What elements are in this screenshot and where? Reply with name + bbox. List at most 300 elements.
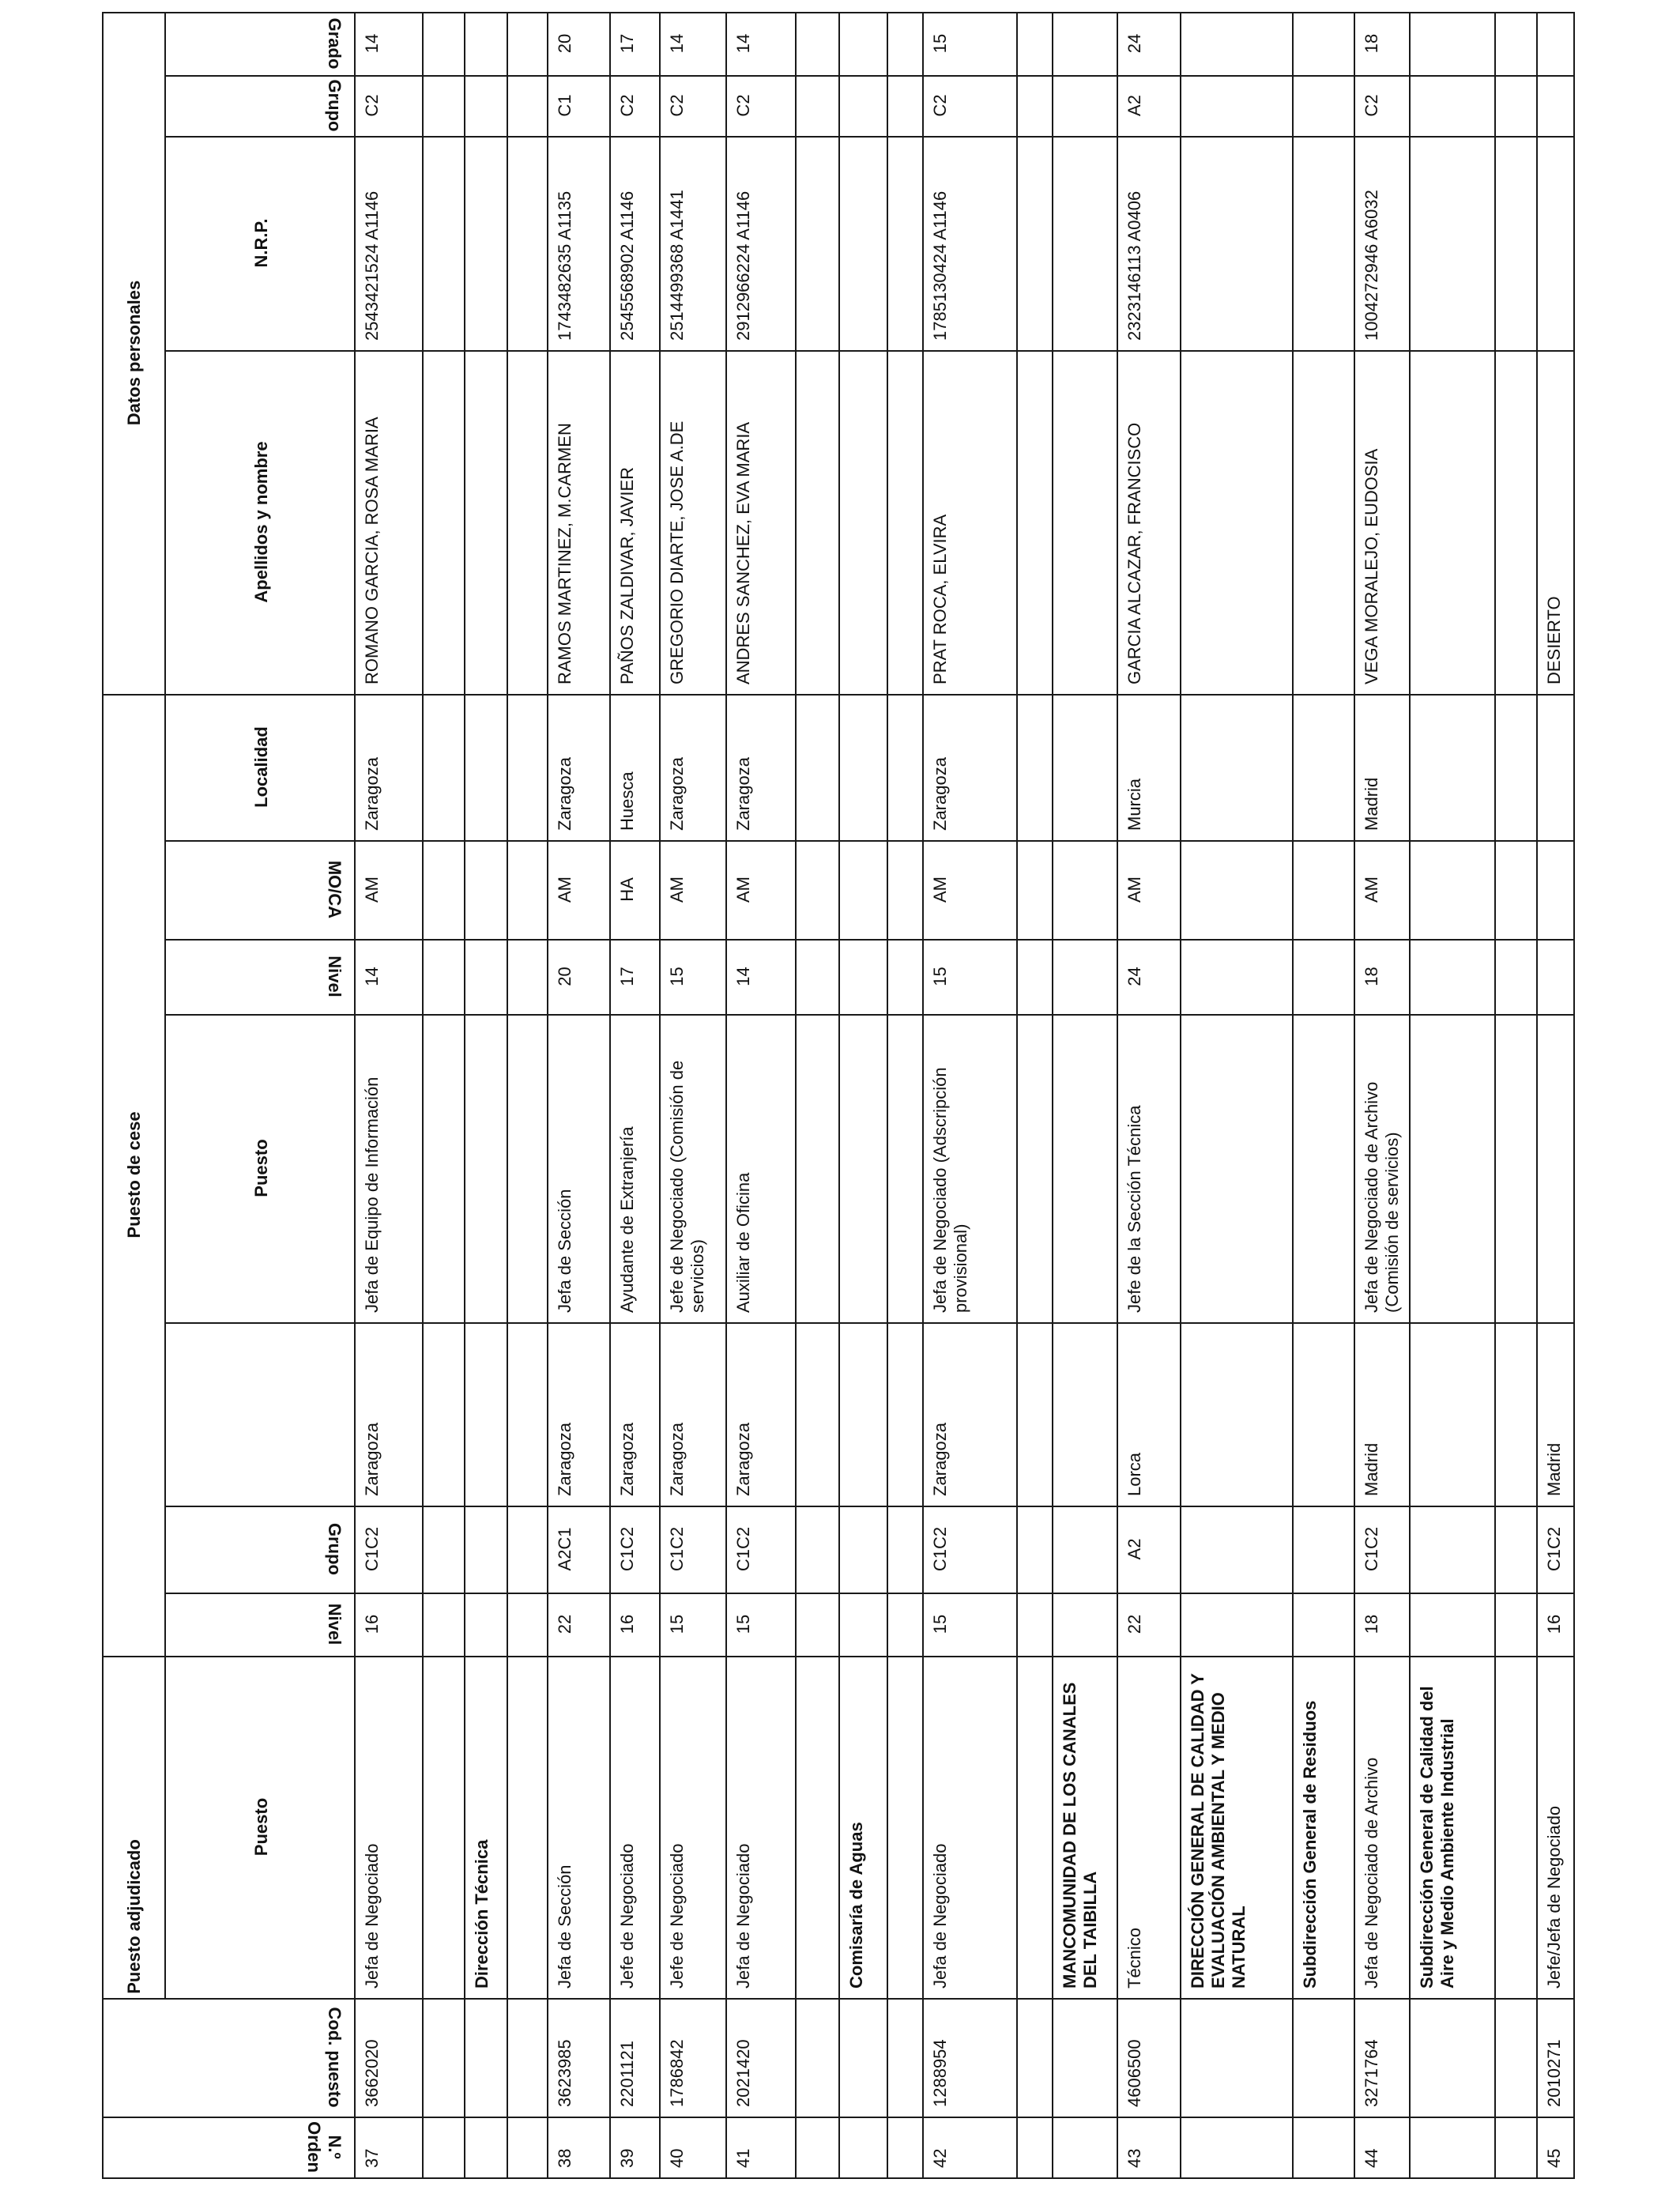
- group-personales-label: Datos personales: [124, 280, 144, 426]
- cell-puesto-cese: Jefa de Equipo de Información: [362, 1076, 382, 1313]
- table-cell: [887, 840, 924, 941]
- cell-localidad-cese: Zaragoza: [362, 757, 382, 831]
- table-cell: [795, 939, 840, 1016]
- table-cell: [1016, 1656, 1053, 2000]
- cell-puesto-cese: Jefa de Negociado de Archivo (Comisión de servicios): [1362, 1081, 1402, 1313]
- table-cell: [422, 694, 465, 842]
- cell-cod: 3623985: [555, 2039, 574, 2107]
- cell-grupo-p: C2: [362, 94, 382, 117]
- table-cell: [507, 1322, 548, 1507]
- section-row-cell: [1180, 1506, 1294, 1594]
- cell-nivel: 16: [1544, 1614, 1564, 1634]
- table-cell: [422, 1656, 465, 2000]
- table-cell: [507, 75, 548, 138]
- section-row-cell: [464, 12, 508, 77]
- table-cell: [795, 350, 840, 696]
- cell-puesto-cese: Jefe de la Sección Técnica: [1124, 1105, 1144, 1313]
- group-cese-label: Puesto de cese: [124, 1111, 144, 1238]
- section-row-cell: [838, 1998, 888, 2118]
- cell-nivel-cese: 15: [930, 967, 950, 986]
- section-row-cell: [1052, 350, 1118, 696]
- section-row-cell: [1052, 939, 1118, 1016]
- cell-orden: 42: [930, 2148, 950, 2168]
- section-row-cell: [1052, 840, 1118, 941]
- section-row-cell: [464, 840, 508, 941]
- section-title: MANCOMUNIDAD DE LOS CANALES DEL TAIBILLA: [1060, 1682, 1100, 1989]
- cell-grupo-p: C2: [667, 94, 687, 117]
- table-cell: [1494, 12, 1538, 77]
- cell-nombre: PAÑOS ZALDIVAR, JAVIER: [617, 466, 637, 684]
- cell-nivel: 16: [617, 1614, 637, 1634]
- section-row-cell: [464, 694, 508, 842]
- header-puesto-label: Puesto: [251, 1797, 271, 1857]
- section-row-cell: [1052, 1593, 1118, 1657]
- section-row-cell: [1292, 694, 1355, 842]
- header-grupo-p-label: Grupo: [325, 79, 345, 132]
- cell-cod: 3662020: [362, 2039, 382, 2107]
- section-row-cell: [1052, 1014, 1118, 1324]
- cell-grado: 15: [930, 33, 950, 54]
- section-row-cell: [838, 1593, 888, 1657]
- section-row-cell: [838, 350, 888, 696]
- cell-localidad-cese: Zaragoza: [555, 757, 574, 831]
- cell-nivel: 15: [930, 1614, 950, 1634]
- table-cell: [795, 1014, 840, 1324]
- section-row-cell: [1292, 1593, 1355, 1657]
- section-row-cell: [1180, 694, 1294, 842]
- section-row-cell: [1409, 75, 1496, 138]
- section-row-cell: [838, 1506, 888, 1594]
- cell-nrp: 2545568902 A1146: [617, 190, 637, 341]
- table-cell: [507, 939, 548, 1016]
- table-cell: [887, 1656, 924, 2000]
- section-title: Comisaría de Aguas: [846, 1822, 866, 1989]
- cell-puesto: Jefa de Negociado: [930, 1843, 950, 1989]
- section-row-cell: [1180, 12, 1294, 77]
- cell-nivel: 22: [555, 1614, 574, 1634]
- table-cell: [507, 1593, 548, 1657]
- table-cell: [1494, 350, 1538, 696]
- section-title: DIRECCIÓN GENERAL DE CALIDAD Y EVALUACIÓN AMBIENTAL Y MEDIO NATURAL: [1188, 1673, 1249, 1989]
- cell-puesto-cese: Jefe de Negociado (Comisión de servicios): [667, 1060, 707, 1313]
- section-row-cell: [1409, 12, 1496, 77]
- cell-grupo: C1C2: [733, 1526, 753, 1572]
- section-row-cell: [1409, 840, 1496, 941]
- section-row-cell: [1409, 136, 1496, 352]
- section-row-cell: [1409, 350, 1496, 696]
- cell-grupo-p: C2: [617, 94, 637, 117]
- cell-localidad: Zaragoza: [733, 1423, 753, 1496]
- cell-nivel: 15: [733, 1614, 753, 1634]
- cell-localidad: Madrid: [1362, 1442, 1381, 1496]
- table-cell: [795, 1656, 840, 2000]
- table-cell: [507, 350, 548, 696]
- cell-puesto: Jefe de Negociado: [617, 1843, 637, 1989]
- table-cell: [887, 1998, 924, 2118]
- cell-nombre: RAMOS MARTINEZ, M.CARMEN: [555, 423, 574, 684]
- section-row-cell: [1180, 1322, 1294, 1507]
- cell-puesto: Jefe de Negociado: [667, 1843, 687, 1989]
- group-adjudicado-label: Puesto adjudicado: [124, 1839, 144, 1994]
- section-row-cell: [464, 1322, 508, 1507]
- section-row-cell: [1052, 1322, 1118, 1507]
- cell-puesto-cese: Jefa de Sección: [555, 1189, 574, 1313]
- section-row-cell: [838, 939, 888, 1016]
- cell-orden: 38: [555, 2148, 574, 2168]
- cell-cod: 4606500: [1124, 2039, 1144, 2107]
- table-cell: [795, 694, 840, 842]
- section-row-cell: [1180, 840, 1294, 941]
- table-cell: [1016, 1593, 1053, 1657]
- cell-nombre: PRAT ROCA, ELVIRA: [930, 514, 950, 684]
- cell-grupo-p: C1: [555, 94, 574, 117]
- cell-grupo-p: A2: [1124, 95, 1144, 116]
- section-row-cell: [1292, 12, 1355, 77]
- table-cell: [1536, 939, 1575, 1016]
- table-cell: [507, 1998, 548, 2118]
- table-cell: [1016, 1998, 1053, 2118]
- table-cell: [422, 12, 465, 77]
- cell-nombre: VEGA MORALEJO, EUDOSIA: [1362, 448, 1381, 684]
- cell-localidad: Lorca: [1124, 1452, 1144, 1496]
- section-title: Dirección Técnica: [472, 1839, 492, 1989]
- header-nrp-label: N.R.P.: [251, 218, 271, 268]
- section-row-cell: [1052, 2117, 1118, 2179]
- table-cell: [795, 75, 840, 138]
- cell-nombre: ANDRES SANCHEZ, EVA MARIA: [733, 421, 753, 684]
- table-cell: [1494, 1014, 1538, 1324]
- cell-cod: 2021420: [733, 2039, 753, 2107]
- section-row-cell: [1409, 1593, 1496, 1657]
- table-cell: [795, 12, 840, 77]
- cell-orden: 45: [1544, 2148, 1564, 2168]
- table-cell: [887, 136, 924, 352]
- table-cell: [422, 350, 465, 696]
- cell-grupo: C1C2: [667, 1526, 687, 1572]
- cell-cod: 1288954: [930, 2039, 950, 2107]
- section-row-cell: [464, 75, 508, 138]
- cell-localidad-cese: Zaragoza: [733, 757, 753, 831]
- section-row-cell: [1409, 1506, 1496, 1594]
- cell-orden: 43: [1124, 2148, 1144, 2168]
- cell-grupo-p: C2: [733, 94, 753, 117]
- cell-puesto: Jefa de Negociado de Archivo: [1362, 1757, 1381, 1989]
- section-row-cell: [1409, 2117, 1496, 2179]
- header-nombre-label: Apellidos y nombre: [251, 441, 271, 603]
- table-cell: [1536, 1014, 1575, 1324]
- cell-puesto: Jefa de Sección: [555, 1864, 574, 1989]
- cell-localidad: Zaragoza: [617, 1423, 637, 1496]
- cell-grupo: A2: [1124, 1538, 1144, 1560]
- section-row-cell: [1180, 1014, 1294, 1324]
- table-cell: [422, 1014, 465, 1324]
- table-cell: [1494, 1593, 1538, 1657]
- cell-orden: 41: [733, 2148, 753, 2168]
- table-cell: [1536, 75, 1575, 138]
- cell-orden: 39: [617, 2148, 637, 2168]
- table-cell: [1016, 75, 1053, 138]
- section-row-cell: [1052, 12, 1118, 77]
- cell-grado: 17: [617, 33, 637, 54]
- section-row-cell: [1409, 1014, 1496, 1324]
- header-grupo-label: Grupo: [325, 1523, 345, 1575]
- table-cell: [507, 2117, 548, 2179]
- cell-cod: 3271764: [1362, 2039, 1381, 2107]
- table-cell: [887, 75, 924, 138]
- cell-localidad-cese: Murcia: [1124, 778, 1144, 831]
- table-cell: [795, 1506, 840, 1594]
- table-cell: [1016, 694, 1053, 842]
- table-cell: [1494, 694, 1538, 842]
- table-cell: [422, 840, 465, 941]
- cell-nivel-cese: 18: [1362, 967, 1381, 986]
- cell-puesto: Técnico: [1124, 1927, 1144, 1989]
- cell-nrp: 2323146113 A0406: [1124, 190, 1144, 341]
- section-row-cell: [1409, 939, 1496, 1016]
- section-row-cell: [464, 1998, 508, 2118]
- table-cell: [507, 1506, 548, 1594]
- header-localidad-cese-label: Localidad: [251, 726, 271, 808]
- cell-nivel-cese: 15: [667, 967, 687, 986]
- section-row-cell: [1292, 2117, 1355, 2179]
- header-puesto-cese-label: Puesto: [251, 1139, 271, 1197]
- section-row-cell: [1409, 1998, 1496, 2118]
- table-cell: [1494, 840, 1538, 941]
- section-row-cell: [1180, 136, 1294, 352]
- cell-grado: 18: [1362, 33, 1381, 54]
- table-cell: [1494, 939, 1538, 1016]
- section-row-cell: [1180, 1998, 1294, 2118]
- cell-localidad: Madrid: [1544, 1442, 1564, 1496]
- section-row-cell: [1292, 840, 1355, 941]
- section-row-cell: [1052, 75, 1118, 138]
- cell-grupo: A2C1: [555, 1527, 574, 1571]
- section-row-cell: [838, 694, 888, 842]
- section-row-cell: [838, 136, 888, 352]
- cell-localidad: Zaragoza: [555, 1423, 574, 1496]
- section-row-cell: [838, 1322, 888, 1507]
- table-cell: [1016, 350, 1053, 696]
- cell-orden: 40: [667, 2148, 687, 2168]
- header-grado-label: Grado: [325, 17, 345, 70]
- cell-cod: 2010271: [1544, 2039, 1564, 2107]
- cell-puesto-cese: Auxiliar de Oficina: [733, 1172, 753, 1313]
- cell-localidad-cese: Zaragoza: [667, 757, 687, 831]
- header-nivel-cese-label: Nivel: [325, 956, 345, 997]
- cell-puesto-cese: Ayudante de Extranjería: [617, 1126, 637, 1313]
- section-row-cell: [464, 939, 508, 1016]
- table-cell: [507, 694, 548, 842]
- cell-grado: 24: [1124, 33, 1144, 54]
- section-row-cell: [1292, 1998, 1355, 2118]
- cell-localidad: Zaragoza: [362, 1423, 382, 1496]
- table-cell: [1494, 1656, 1538, 2000]
- table-cell: [507, 1656, 548, 2000]
- cell-nivel-cese: 20: [555, 967, 574, 986]
- section-row-cell: [464, 1506, 508, 1594]
- cell-puesto: Jefa de Negociado: [733, 1843, 753, 1989]
- section-row-cell: [1292, 136, 1355, 352]
- cell-nivel-cese: 24: [1124, 967, 1144, 986]
- section-row-cell: [464, 1593, 508, 1657]
- cell-nombre: DESIERTO: [1544, 596, 1564, 684]
- section-row-cell: [1292, 75, 1355, 138]
- table-cell: [1016, 2117, 1053, 2179]
- section-row-cell: [1409, 694, 1496, 842]
- section-row-cell: [464, 350, 508, 696]
- section-row-cell: [838, 1014, 888, 1324]
- table-cell: [1536, 136, 1575, 352]
- cell-moca: AM: [362, 876, 382, 903]
- cell-grupo: C1C2: [1362, 1526, 1381, 1572]
- cell-localidad: Zaragoza: [667, 1423, 687, 1496]
- section-title: Subdirección General de Residuos: [1300, 1700, 1320, 1989]
- cell-nombre: GARCIA ALCAZAR, FRANCISCO: [1124, 422, 1144, 684]
- table-cell: [887, 694, 924, 842]
- table-cell: [887, 1593, 924, 1657]
- section-row-cell: [1292, 939, 1355, 1016]
- table-cell: [1016, 1506, 1053, 1594]
- table-cell: [795, 840, 840, 941]
- table-cell: [1494, 1322, 1538, 1507]
- header-cod-cell: [102, 1998, 356, 2118]
- table-cell: [887, 1014, 924, 1324]
- section-row-cell: [464, 1014, 508, 1324]
- table-cell: [887, 2117, 924, 2179]
- cell-nombre: GREGORIO DIARTE, JOSE A.DE: [667, 420, 687, 684]
- cell-nrp: 1743482635 A1135: [555, 190, 574, 341]
- table-cell: [1536, 840, 1575, 941]
- table-cell: [1494, 2117, 1538, 2179]
- table-cell: [795, 1998, 840, 2118]
- cell-moca: AM: [1124, 876, 1144, 903]
- section-row-cell: [1180, 1593, 1294, 1657]
- section-title: Subdirección General de Calidad del Aire y Medio Ambiente Industrial: [1417, 1686, 1457, 1989]
- cell-localidad-cese: Zaragoza: [930, 757, 950, 831]
- table-cell: [1016, 939, 1053, 1016]
- table-cell: [1016, 136, 1053, 352]
- cell-nrp: 1004272946 A6032: [1362, 190, 1381, 341]
- table-cell: [887, 939, 924, 1016]
- table-cell: [887, 1322, 924, 1507]
- section-row-cell: [1052, 1998, 1118, 2118]
- header-cod-label: Cod. puesto: [325, 2007, 345, 2108]
- cell-nrp: 1785130424 A1146: [930, 190, 950, 341]
- cell-nrp: 2912966224 A1146: [733, 190, 753, 341]
- table-cell: [1494, 75, 1538, 138]
- table-cell: [795, 1593, 840, 1657]
- table-cell: [1494, 136, 1538, 352]
- section-row-cell: [1292, 1014, 1355, 1324]
- section-row-cell: [838, 12, 888, 77]
- cell-nivel-cese: 17: [617, 967, 637, 986]
- table-cell: [1536, 12, 1575, 77]
- cell-nrp: 2514499368 A1441: [667, 190, 687, 341]
- section-row-cell: [464, 136, 508, 352]
- cell-grupo: C1C2: [362, 1526, 382, 1572]
- cell-moca: AM: [555, 876, 574, 903]
- cell-nrp: 2543421524 A1146: [362, 190, 382, 341]
- cell-orden: 44: [1362, 2148, 1381, 2168]
- table-cell: [422, 1506, 465, 1594]
- section-row-cell: [1180, 939, 1294, 1016]
- table-cell: [507, 1014, 548, 1324]
- cell-grupo-p: C2: [930, 94, 950, 117]
- section-row-cell: [1292, 350, 1355, 696]
- cell-puesto-cese: Jefa de Negociado (Adscripción provisional): [930, 1067, 970, 1313]
- cell-grado: 14: [667, 33, 687, 54]
- cell-localidad: Zaragoza: [930, 1423, 950, 1496]
- table-cell: [422, 2117, 465, 2179]
- cell-moca: AM: [733, 876, 753, 903]
- cell-puesto: Jefe/Jefa de Negociado: [1544, 1805, 1564, 1989]
- table-cell: [795, 1322, 840, 1507]
- cell-moca: HA: [617, 877, 637, 902]
- table-cell: [422, 1593, 465, 1657]
- cell-cod: 1786842: [667, 2039, 687, 2107]
- table-cell: [422, 75, 465, 138]
- table-cell: [887, 350, 924, 696]
- header-nivel-label: Nivel: [325, 1603, 345, 1646]
- section-row-cell: [1180, 350, 1294, 696]
- cell-nivel-cese: 14: [362, 967, 382, 986]
- cell-grupo: C1C2: [930, 1526, 950, 1572]
- table-cell: [1016, 12, 1053, 77]
- section-row-cell: [1292, 1506, 1355, 1594]
- header-localidad-cell: [164, 1322, 356, 1507]
- table-cell: [1016, 1014, 1053, 1324]
- table-cell: [422, 1322, 465, 1507]
- table-cell: [422, 939, 465, 1016]
- cell-nivel: 18: [1362, 1614, 1381, 1634]
- table-cell: [422, 136, 465, 352]
- cell-moca: AM: [667, 876, 687, 903]
- cell-moca: AM: [1362, 876, 1381, 903]
- cell-localidad-cese: Huesca: [617, 771, 637, 831]
- table-cell: [1016, 840, 1053, 941]
- cell-moca: AM: [930, 876, 950, 903]
- cell-nivel: 15: [667, 1614, 687, 1634]
- section-row-cell: [1052, 1506, 1118, 1594]
- table-cell: [1494, 1998, 1538, 2118]
- cell-nivel-cese: 14: [733, 967, 753, 986]
- cell-puesto: Jefa de Negociado: [362, 1843, 382, 1989]
- cell-grupo: C1C2: [1544, 1526, 1564, 1572]
- table-cell: [887, 12, 924, 77]
- table-cell: [1494, 1506, 1538, 1594]
- section-row-cell: [464, 2117, 508, 2179]
- section-row-cell: [1180, 2117, 1294, 2179]
- table-cell: [795, 136, 840, 352]
- section-row-cell: [1409, 1322, 1496, 1507]
- cell-orden: 37: [362, 2148, 382, 2168]
- table-cell: [507, 136, 548, 352]
- cell-localidad-cese: Madrid: [1362, 777, 1381, 831]
- cell-grupo-p: C2: [1362, 94, 1381, 117]
- section-row-cell: [1052, 694, 1118, 842]
- cell-grado: 14: [362, 33, 382, 54]
- header-orden-label: N.º Orden: [304, 2121, 345, 2173]
- table-cell: [422, 1998, 465, 2118]
- cell-nombre: ROMANO GARCIA, ROSA MARIA: [362, 417, 382, 684]
- section-row-cell: [1180, 75, 1294, 138]
- table-cell: [887, 1506, 924, 1594]
- header-moca-label: MO/CA: [325, 860, 345, 919]
- table-cell: [507, 840, 548, 941]
- table-cell: [795, 2117, 840, 2179]
- table-cell: [1536, 694, 1575, 842]
- cell-grado: 20: [555, 33, 574, 54]
